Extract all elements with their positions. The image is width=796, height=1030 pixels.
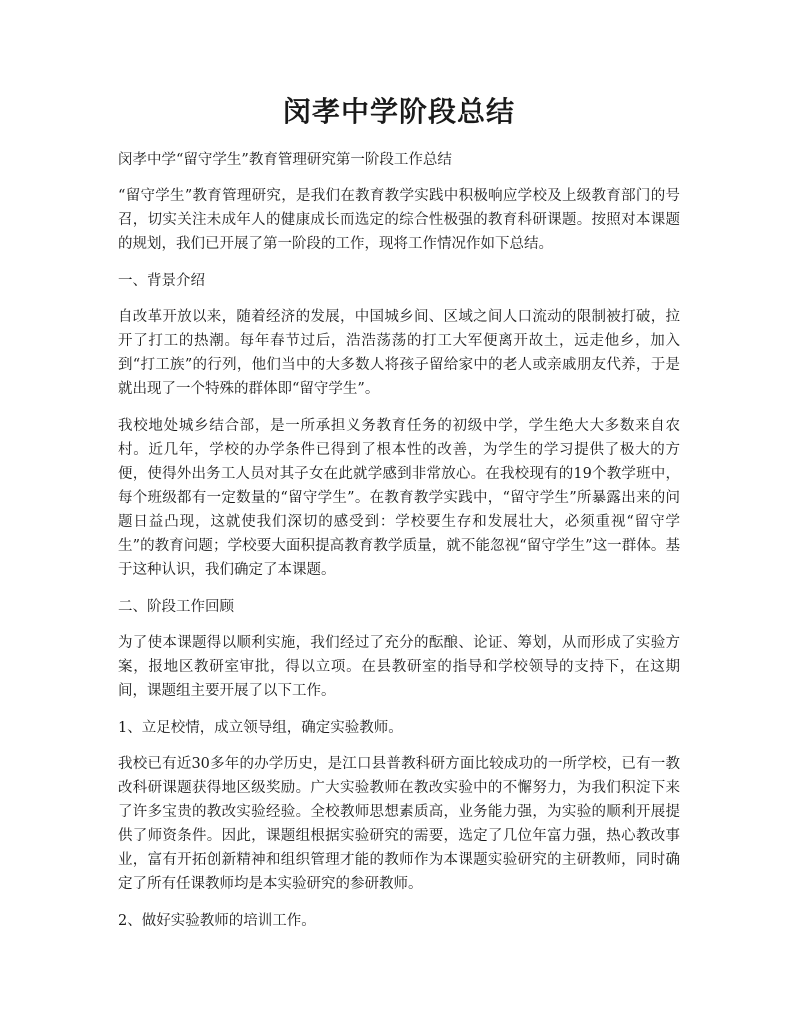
- item-paragraph-1: 我校已有近30多年的办学历史，是江口县普教科研方面比较成功的一所学校，已有一教改科研课题获得地区级奖励。广大实验教师在教改实验中的不懈努力，为我们积淀下来了许多宝贵的教改实验经验。全校教师思想素质高，业务能力强，为实验的顺利开展提供了师资条件。因此，课题组根据实验研究的需要，选定了几位年富力强，热心教改事业，富有开拓创新精神和组织管理才能的教师作为本课题实验研究的主研教师，同时确定了所有任课教师均是本实验研究的参研教师。: [118, 756, 680, 892]
- document-title: 闵孝中学阶段总结: [282, 95, 515, 128]
- background-paragraph-2: 我校地处城乡结合部，是一所承担义务教育任务的初级中学，学生绝大大多数来自农村。近几年，学校的办学条件已得到了根本性的改善，为学生的学习提供了极大的方便，使得外出务工人员对其子女在此就学感到非常放心。在我校现有的19个教学班中，每个班级都有一定数量的“留守学生”。在教育教学实践中，“留守学生”所暴露出来的问题日益凸现，这就使我们深切的感受到：学校要生存和发展壮大，必须重视“留守学生”的教育问题；学校要大面积提高教育教学质量，就不能忽视“留守学生”这一群体。基于这种认识，我们确定了本课题。: [118, 418, 680, 578]
- section-heading-background: 一、背景介绍: [118, 273, 205, 289]
- item-heading-1: 1、立足校情，成立领导组，确定实验教师。: [118, 720, 403, 736]
- intro-paragraph: “留守学生”教育管理研究，是我们在教育教学实践中积极响应学校及上级教育部门的号召，切实关注未成年人的健康成长而选定的综合性极强的教育科研课题。按照对本课题的规划，我们已开展了第一阶段的工作，现将工作情况作如下总结。: [118, 188, 680, 252]
- item-heading-2: 2、做好实验教师的培训工作。: [118, 913, 316, 929]
- document-subtitle: 闵孝中学“留守学生”教育管理研究第一阶段工作总结: [118, 152, 452, 168]
- background-paragraph-1: 自改革开放以来，随着经济的发展，中国城乡间、区域之间人口流动的限制被打破，拉开了打工的热潮。每年春节过后，浩浩荡荡的打工大军便离开故土，远走他乡，加入到“打工族”的行列，他们当中的大多数人将孩子留给家中的老人或亲戚朋友代养，于是就出现了一个特殊的群体即“留守学生”。: [118, 309, 680, 397]
- section-heading-review: 二、阶段工作回顾: [118, 599, 234, 615]
- document-page: [118, 88, 680, 945]
- review-paragraph-1: 为了使本课题得以顺利实施，我们经过了充分的酝酿、论证、筹划，从而形成了实验方案，报地区教研室审批，得以立项。在县教研室的指导和学校领导的支持下，在这期间，课题组主要开展了以下工作。: [118, 635, 680, 699]
